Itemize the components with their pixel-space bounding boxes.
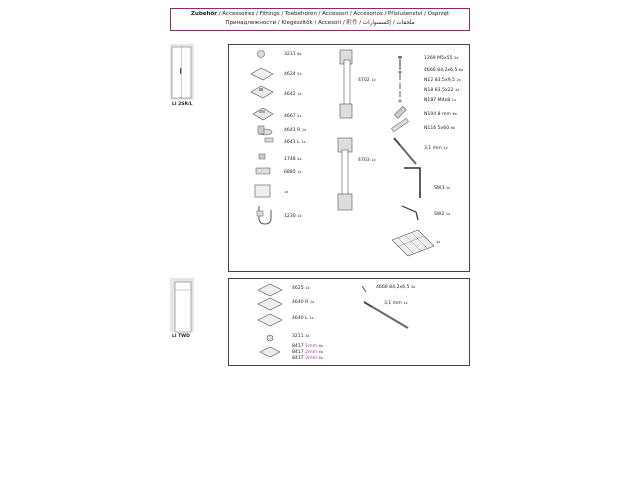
item-drill-twd: 3,1 mm 1x bbox=[384, 301, 408, 306]
bracket-icon bbox=[251, 86, 273, 98]
item-4703: 4703 1x bbox=[358, 158, 376, 163]
screw-icon bbox=[399, 71, 402, 80]
product-code-twd: LI TWD bbox=[172, 334, 190, 339]
screw-icon bbox=[398, 99, 401, 102]
plate-icon bbox=[251, 68, 273, 80]
item-1748: 1748 4x bbox=[284, 157, 302, 162]
product-thumbnail-2sr bbox=[170, 44, 194, 100]
item-cover: 1x bbox=[284, 190, 289, 194]
item-sw2: SW2 1x bbox=[434, 212, 451, 217]
panel2-left-icons bbox=[252, 282, 292, 366]
item-4641-l: 4641 L 1x bbox=[284, 140, 306, 145]
item-4624: 4624 2x bbox=[284, 72, 302, 77]
item-3211-twd: 3211 3x bbox=[292, 334, 310, 339]
item-4640-l: 4640 L 1x bbox=[292, 316, 314, 321]
panel2-right-icons bbox=[356, 284, 416, 334]
panel1-handles bbox=[332, 46, 358, 218]
cap-icon bbox=[267, 335, 273, 341]
dowel-icon bbox=[394, 106, 406, 118]
header-line-2: Принадлежности / Kiegészítők / Accesori / 附件 / ملحقات / إكسسوارات bbox=[225, 20, 415, 26]
panel1-left-icons bbox=[245, 48, 285, 238]
item-sw3: SW3 1x bbox=[434, 186, 451, 191]
item-3211: 3211 6x bbox=[284, 52, 302, 57]
handle-4703-icon bbox=[338, 138, 352, 210]
plate-icon bbox=[258, 284, 282, 296]
header-line-1 bbox=[171, 10, 469, 19]
item-4641-r: 4641 R 1x bbox=[284, 128, 307, 133]
item-1230: 1230 1x bbox=[284, 214, 302, 219]
item-6885: 6885 1x bbox=[284, 170, 302, 175]
shower-panel-icon bbox=[170, 278, 194, 332]
item-4666-twd: 4666 84,2x6,5 3x bbox=[376, 285, 416, 290]
item-n18: N18 83,5x22 1x bbox=[424, 88, 460, 93]
cap-icon bbox=[258, 51, 265, 58]
block-icon bbox=[256, 168, 270, 174]
screw-icon bbox=[398, 56, 402, 70]
item-4702: 4702 1x bbox=[358, 78, 376, 83]
dowel-icon bbox=[391, 118, 408, 132]
item-4642: 4642 1x bbox=[284, 92, 302, 97]
item-pads: 1x bbox=[436, 240, 441, 244]
hinge-icon bbox=[258, 126, 273, 142]
screw-cap-icon bbox=[259, 154, 265, 159]
item-4625: 4625 1x bbox=[292, 286, 310, 291]
handle-4702-icon bbox=[340, 50, 352, 118]
allen-key-icon bbox=[404, 168, 420, 198]
item-n104: N104 8 mm 6x bbox=[424, 112, 457, 117]
plate-icon bbox=[258, 314, 282, 326]
header-translations: / Accessoires / Fittings / Toebehoren / Accessori / Accesorios / Příslušenství / Osprzęt bbox=[216, 11, 450, 17]
pads-sheet-icon bbox=[392, 230, 434, 256]
allen-key-icon bbox=[402, 206, 418, 220]
screw-icon bbox=[362, 286, 366, 292]
item-4640-r: 4640 R 1x bbox=[292, 300, 315, 305]
drill-bit-icon bbox=[394, 138, 416, 164]
item-4667: 4667 2x bbox=[284, 114, 302, 119]
header-title: Zubehör bbox=[190, 11, 217, 17]
product-thumbnail-twd bbox=[170, 278, 194, 332]
item-drill-3-1: 3,1 mm 1x bbox=[424, 146, 448, 151]
item-8417-2mm: 8417 2mm 4x bbox=[292, 350, 323, 355]
shower-door-icon bbox=[170, 44, 194, 100]
item-n187: N187 M4x8 1x bbox=[424, 98, 457, 103]
item-1269: 1269 M5x55 2x bbox=[424, 56, 459, 61]
hinge-plate-icon bbox=[253, 108, 273, 120]
cover-icon bbox=[255, 185, 270, 197]
item-4666: 4666 84,2x6,5 6x bbox=[424, 68, 464, 73]
item-8417-3mm: 8417 3mm 2x bbox=[292, 356, 323, 361]
item-8417-1mm: 8417 1mm 4x bbox=[292, 344, 323, 349]
hook-icon bbox=[257, 206, 271, 224]
plate-icon bbox=[258, 298, 282, 310]
product-code-2sr: LI 2SR/L bbox=[172, 102, 193, 107]
seal-shim-icon bbox=[260, 347, 280, 357]
item-n116: N116 5x60 6x bbox=[424, 126, 456, 131]
item-n12: N12 83,5x9,5 2x bbox=[424, 78, 461, 83]
accessories-header bbox=[170, 8, 470, 31]
